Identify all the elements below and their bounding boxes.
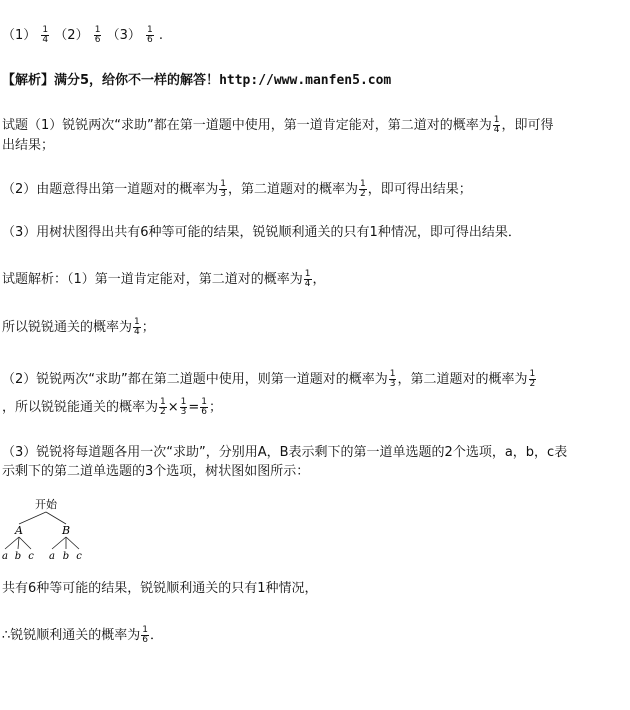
tree-edge-a-1: [5, 537, 19, 549]
tree-edge-b-1: [52, 537, 66, 549]
tree-leaf-b-c: c: [76, 551, 82, 562]
analysis-item-1-fraction: $\frac{1}{4}$: [493, 115, 500, 135]
analysis-item-2-fraction-1: $\frac{1}{3}$: [220, 179, 227, 199]
solution-item-2b: [2, 398, 222, 417]
tree-edge-root-b: [46, 512, 66, 524]
answer-part3-label: （3）: [106, 28, 141, 43]
solution-item-1: [2, 270, 326, 289]
solution-item-2b-fraction-1: $\frac{1}{2}$: [160, 397, 166, 417]
answer-part3-fraction: $\frac{1}{6}$: [147, 25, 153, 45]
analysis-slogan: 满分5，给你不一样的解答！: [54, 73, 220, 88]
tree-leaf-b-b: b: [62, 551, 70, 562]
tree-edge-root-a: [19, 512, 46, 524]
solution-item-1b-text: 所以锐锐通关的概率为: [2, 320, 133, 335]
analysis-item-1: [2, 116, 554, 135]
solution-item-2-fraction-1: $\frac{1}{3}$: [389, 369, 396, 389]
analysis-item-1-tail: ，即可得: [501, 118, 554, 133]
tree-node-b: B: [61, 524, 71, 537]
solution-final-fraction: $\frac{1}{6}$: [142, 625, 149, 645]
tree-edge-b-3: [66, 537, 79, 549]
analysis-header: [2, 72, 391, 90]
answer-line: [2, 26, 163, 45]
solution-item-2b-text: ，所以锐锐能通关的概率为: [2, 400, 159, 415]
equals-sign: =: [188, 400, 200, 415]
analysis-item-2-text: （2）由题意得出第一道题对的概率为: [2, 182, 219, 197]
source-url: http://www.manfen5.com: [219, 73, 392, 88]
answer-part1-fraction: $\frac{1}{4}$: [42, 25, 49, 45]
solution-item-2b-fraction-2: $\frac{1}{3}$: [180, 397, 187, 417]
answer-end: .: [158, 28, 164, 43]
answer-part2-fraction: $\frac{1}{6}$: [94, 25, 101, 45]
analysis-item-3: （3）用树状图得出共有6种等可能的结果，锐锐顺利通关的只有1种情况，即可得出结果．: [2, 225, 521, 240]
tree-leaf-a-a: a: [2, 551, 8, 562]
tree-diagram: [0, 496, 100, 562]
tree-edge-a-2: [18, 537, 19, 549]
analysis-item-2-fraction-2: $\frac{1}{2}$: [360, 179, 366, 199]
solution-outcomes: 共有6种等可能的结果，锐锐顺利通关的只有1种情况，: [2, 581, 318, 596]
answer-part2-label: （2）: [54, 28, 89, 43]
analysis-item-2: [2, 180, 472, 199]
tree-leaf-a-c: c: [28, 551, 34, 562]
solution-final-tail: ．: [150, 628, 164, 643]
analysis-tag: 【解析】: [2, 73, 55, 88]
tree-root-label: 开始: [35, 498, 57, 511]
analysis-item-2-mid: ，第二道题对的概率为: [228, 182, 359, 197]
solution-item-2-text: （2）锐锐两次“求助”都在第二道题中使用，则第一道题对的概率为: [2, 372, 388, 387]
tree-edge-a-3: [19, 537, 31, 549]
solution-final: [2, 626, 163, 645]
solution-final-text: ∴锐锐顺利通关的概率为: [2, 628, 141, 643]
solution-item-1b-tail: ；: [141, 320, 155, 335]
tree-node-a: A: [15, 524, 23, 537]
solution-item-1b-fraction: $\frac{1}{4}$: [134, 317, 140, 337]
solution-item-1b: [2, 318, 155, 337]
analysis-item-1-text: 试题（1）锐锐两次“求助”都在第一道题中使用，第一道肯定能对，第二道对的概率为: [2, 118, 492, 133]
solution-item-2: [2, 370, 537, 389]
solution-item-3-line1: （3）锐锐将每道题各用一次“求助”，分别用A，B表示剩下的第一道单选题的2个选项，a，b，c表: [2, 445, 568, 460]
tree-leaf-a-b: b: [14, 551, 22, 562]
analysis-item-2-tail: ，即可得出结果；: [367, 182, 472, 197]
solution-item-2-mid: ，第二道题对的概率为: [397, 372, 528, 387]
solution-item-2-fraction-2: $\frac{1}{2}$: [529, 369, 536, 389]
solution-item-3-line2: 示剩下的第二道单选题的3个选项，树状图如图所示：: [2, 464, 310, 479]
times-sign: ×: [167, 400, 179, 415]
solution-item-2b-fraction-3: $\frac{1}{6}$: [201, 397, 208, 417]
solution-item-1-tail: ，: [312, 272, 326, 287]
answer-part1-label: （1）: [2, 28, 37, 43]
analysis-item-1-line2: 出结果；: [2, 138, 55, 153]
solution-item-2b-tail: ；: [209, 400, 223, 415]
solution-item-1-text: 试题解析：（1）第一道肯定能对，第二道对的概率为: [2, 272, 303, 287]
solution-item-1-fraction: $\frac{1}{4}$: [304, 269, 311, 289]
tree-leaf-b-a: a: [49, 551, 55, 562]
